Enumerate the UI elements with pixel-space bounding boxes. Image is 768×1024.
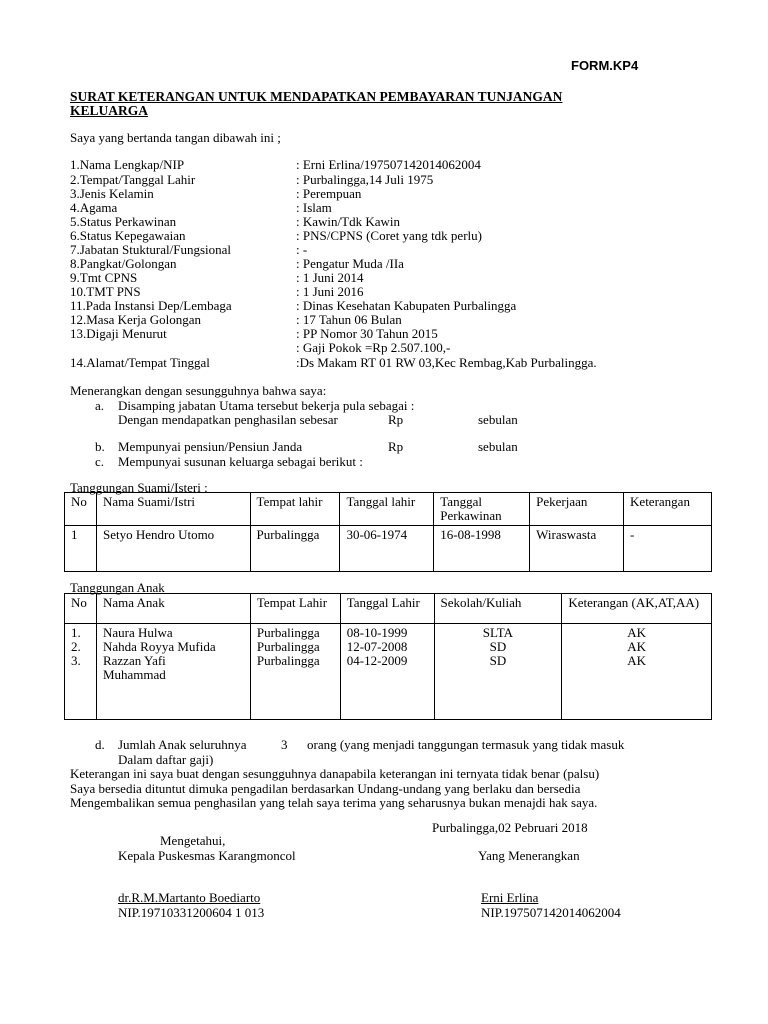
field-value: : - xyxy=(296,242,308,257)
spouse-cell: 1 xyxy=(65,526,97,572)
table-row xyxy=(65,526,712,572)
spouse-header: Pekerjaan xyxy=(530,493,624,526)
item-d-marker: d. xyxy=(95,737,105,752)
spouse-header: No xyxy=(65,493,97,526)
field-label: 5.Status Perkawinan xyxy=(70,214,177,229)
field-value: : Pengatur Muda /IIa xyxy=(296,256,404,271)
spouse-cell: 16-08-1998 xyxy=(434,526,530,572)
item-d-text2: orang (yang menjadi tanggungan termasuk yang tidak masuk xyxy=(307,737,625,752)
spouse-cell: Purbalingga xyxy=(250,526,340,572)
children-cell: 12-07-2008 xyxy=(346,639,408,654)
field-label: 8.Pangkat/Golongan xyxy=(70,256,177,271)
field-label: 11.Pada Instansi Dep/Lembaga xyxy=(70,298,232,313)
item-b-sebulan: sebulan xyxy=(478,439,518,454)
field-label: 6.Status Kepegawaian xyxy=(70,228,186,243)
form-code: FORM.KP4 xyxy=(571,58,639,73)
children-caption: Tanggungan Anak xyxy=(70,580,165,595)
children-cell: Purbalingga xyxy=(256,639,320,654)
left-sign-nip: NIP.19710331200604 1 013 xyxy=(118,905,265,920)
children-cell: 08-10-1999 xyxy=(346,625,408,640)
children-cell: Razzan Yafi Muhammad xyxy=(102,653,166,682)
field-label: 10.TMT PNS xyxy=(70,284,141,299)
children-header: Tempat Lahir xyxy=(250,594,340,624)
document-title-line2: KELUARGA xyxy=(70,103,149,118)
children-birthdate-column xyxy=(340,624,434,720)
spouse-cell: Setyo Hendro Utomo xyxy=(96,526,250,572)
intro-text: Saya yang bertanda tangan dibawah ini ; xyxy=(70,130,281,145)
children-no-column xyxy=(65,624,97,720)
item-a-line2: Dengan mendapatkan penghasilan sebesar xyxy=(118,412,338,427)
field-label: 3.Jenis Kelamin xyxy=(70,186,154,201)
children-cell: 2. xyxy=(71,639,81,654)
children-cell: AK xyxy=(627,653,647,668)
spouse-header: Tanggal lahir xyxy=(340,493,434,526)
children-cell: SLTA xyxy=(482,625,514,640)
item-c-marker: c. xyxy=(95,454,105,469)
children-cell: 3. xyxy=(71,653,81,668)
field-value: : 1 Juni 2014 xyxy=(296,270,364,285)
spouse-cell: 30-06-1974 xyxy=(340,526,434,572)
field-value: : Perempuan xyxy=(296,186,362,201)
item-a-rp: Rp xyxy=(388,412,404,427)
field-value: : Gaji Pokok =Rp 2.507.100,- xyxy=(296,340,451,355)
closing-line1: Keterangan ini saya buat dengan sesungguhnya danapabila keterangan ini ternyata tidak benar (palsu) xyxy=(70,766,600,781)
children-header: Sekolah/Kuliah xyxy=(434,594,562,624)
field-label: 2.Tempat/Tanggal Lahir xyxy=(70,172,196,187)
field-value: : Islam xyxy=(296,200,332,215)
spouse-cell: Wiraswasta xyxy=(530,526,624,572)
left-sign-line1: Mengetahui, xyxy=(160,833,226,848)
spouse-header: Keterangan xyxy=(624,493,712,526)
children-cell: SD xyxy=(489,653,507,668)
spouse-cell: - xyxy=(624,526,712,572)
right-sign-line1: Yang Menerangkan xyxy=(478,848,580,863)
spouse-header: Nama Suami/Istri xyxy=(96,493,250,526)
spouse-header-row xyxy=(65,493,712,526)
field-value: : Erni Erlina/197507142014062004 xyxy=(296,157,481,172)
item-b-rp: Rp xyxy=(388,439,404,454)
declare-intro: Menerangkan dengan sesungguhnya bahwa saya: xyxy=(70,383,327,398)
children-cell: Naura Hulwa xyxy=(102,625,173,640)
spouse-table xyxy=(64,492,712,572)
children-status-column xyxy=(562,624,712,720)
children-cell: Purbalingga xyxy=(256,653,320,668)
field-label: 4.Agama xyxy=(70,200,118,215)
table-row xyxy=(65,624,712,720)
field-value: : Kawin/Tdk Kawin xyxy=(296,214,400,229)
item-d-count: 3 xyxy=(281,737,288,752)
item-a-marker: a. xyxy=(95,398,105,413)
children-header: Nama Anak xyxy=(96,594,250,624)
children-cell: Nahda Royya Mufida xyxy=(102,639,216,654)
item-c-text: Mempunyai susunan keluarga sebagai berikut : xyxy=(118,454,363,469)
left-sign-line2: Kepala Puskesmas Karangmoncol xyxy=(118,848,296,863)
right-sign-name: Erni Erlina xyxy=(481,890,539,905)
children-school-column xyxy=(434,624,562,720)
item-b-text: Mempunyai pensiun/Pensiun Janda xyxy=(118,439,303,454)
place-date: Purbalingga,02 Pebruari 2018 xyxy=(432,820,588,835)
children-birthplace-column xyxy=(250,624,340,720)
field-value: : 17 Tahun 06 Bulan xyxy=(296,312,402,327)
field-label: 9.Tmt CPNS xyxy=(70,270,138,285)
children-cell: AK xyxy=(627,625,647,640)
closing-line3: Mengembalikan semua penghasilan yang telah saya terima yang seharusnya bukan menajdi hak saya. xyxy=(70,795,598,810)
item-d-text1: Jumlah Anak seluruhnya xyxy=(118,737,247,752)
field-label: 1.Nama Lengkap/NIP xyxy=(70,157,185,172)
left-sign-name: dr.R.M.Martanto Boediarto xyxy=(118,890,261,905)
document-title-line1: SURAT KETERANGAN UNTUK MENDAPATKAN PEMBAYARAN TUNJANGAN xyxy=(70,89,563,104)
closing-line2: Saya bersedia dituntut dimuka pengadilan berdasarkan Undang-undang yang berlaku dan bersedia xyxy=(70,781,581,796)
item-d-text3: Dalam daftar gaji) xyxy=(118,752,214,767)
children-table xyxy=(64,593,712,720)
children-header: Keterangan (AK,AT,AA) xyxy=(562,594,712,624)
children-cell: 04-12-2009 xyxy=(346,653,408,668)
field-value: : Dinas Kesehatan Kabupaten Purbalingga xyxy=(296,298,517,313)
children-header: Tanggal Lahir xyxy=(340,594,434,624)
children-cell: 1. xyxy=(71,625,81,640)
field-value: : Purbalingga,14 Juli 1975 xyxy=(296,172,434,187)
field-value: : PNS/CPNS (Coret yang tdk perlu) xyxy=(296,228,482,243)
field-label: 7.Jabatan Stuktural/Fungsional xyxy=(70,242,232,257)
field-label: 13.Digaji Menurut xyxy=(70,326,167,341)
item-a-line1: Disamping jabatan Utama tersebut bekerja pula sebagai : xyxy=(118,398,415,413)
item-a-sebulan: sebulan xyxy=(478,412,518,427)
spouse-header: Tempat lahir xyxy=(250,493,340,526)
right-sign-nip: NIP.197507142014062004 xyxy=(481,905,621,920)
children-cell: Purbalingga xyxy=(256,625,320,640)
children-cell: AK xyxy=(627,639,647,654)
children-cell: SD xyxy=(489,639,507,654)
spouse-caption: Tanggungan Suami/Isteri : xyxy=(70,480,208,495)
children-header: No xyxy=(65,594,97,624)
children-header-row xyxy=(65,594,712,624)
field-label: 12.Masa Kerja Golongan xyxy=(70,312,202,327)
spouse-header: Tanggal Perkawinan xyxy=(434,493,530,526)
children-name-column xyxy=(96,624,250,720)
field-value: : PP Nomor 30 Tahun 2015 xyxy=(296,326,438,341)
field-value: : 1 Juni 2016 xyxy=(296,284,364,299)
item-b-marker: b. xyxy=(95,439,105,454)
field-value: :Ds Makam RT 01 RW 03,Kec Rembag,Kab Purbalingga. xyxy=(296,355,597,370)
field-label: 14.Alamat/Tempat Tinggal xyxy=(70,355,210,370)
